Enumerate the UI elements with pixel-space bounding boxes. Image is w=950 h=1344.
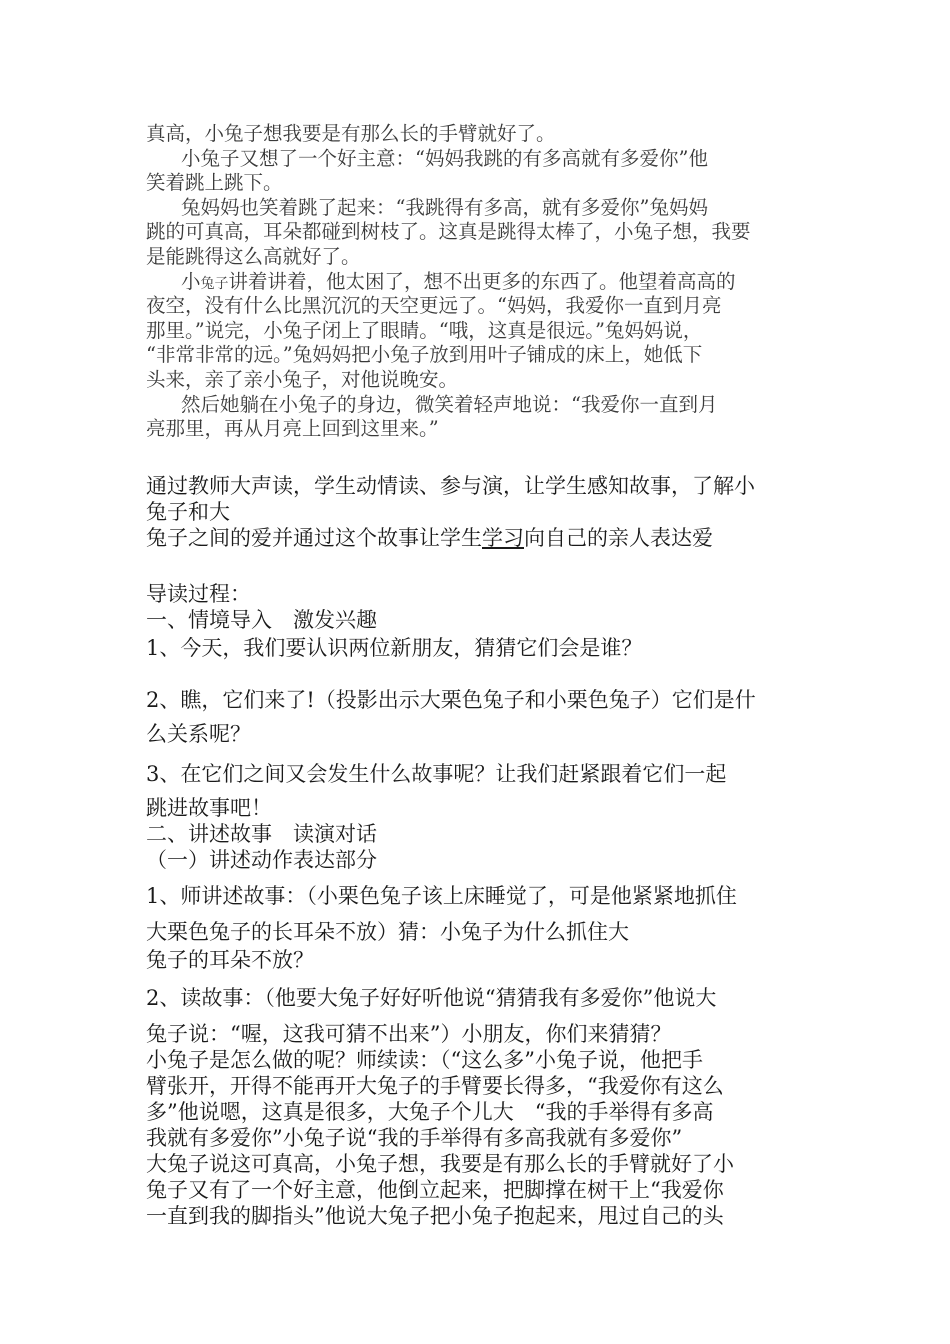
text-run: 通过教师大声读，学生动情读、参与演，让学生感知故事，了解小	[146, 474, 755, 498]
text-run: 兔子和大	[146, 500, 230, 524]
story-line	[146, 196, 708, 221]
lesson-line	[146, 580, 251, 608]
lesson-line	[146, 820, 377, 848]
text-run: 么关系呢？	[146, 722, 251, 746]
lesson-line	[146, 1124, 682, 1152]
lesson-line	[146, 1072, 724, 1100]
lesson-line	[146, 882, 737, 910]
story-line	[146, 417, 439, 442]
story-line	[146, 122, 556, 147]
text-run: “非常非常的远。”兔妈妈把小兔子放到用叶子铺成的床上，她低下	[146, 343, 703, 367]
text-run: 兔子说：“喔，这我可猜不出来”）小朋友，你们来猜猜？	[146, 1022, 672, 1046]
text-run: 是能跳得这么高就好了。	[146, 245, 361, 268]
text-run: 臂张开，开得不能再开大兔子的手臂要长得多，“我爱你有这么	[146, 1074, 724, 1098]
lesson-line	[146, 1176, 724, 1204]
text-run: 多”他说嗯，这真是很多，大兔子个儿大 “我的手举得有多高	[146, 1100, 714, 1124]
text-run: 讲着讲着，他太困了，想不出更多的东西了。他望着高高的	[228, 269, 736, 293]
text-run: 一、情境导入 激发兴趣	[146, 608, 377, 632]
text-run: 亮那里，再从月亮上回到这里来。”	[146, 417, 439, 441]
lesson-line	[146, 794, 272, 822]
lesson-line	[146, 846, 377, 874]
lesson-line	[146, 606, 377, 634]
lesson-line	[146, 634, 642, 662]
text-run: 头来，亲了亲小兔子，对他说晚安。	[146, 368, 459, 391]
lesson-line	[146, 1098, 713, 1126]
story-line	[146, 343, 702, 368]
text-run: 笑着跳上跳下。	[146, 171, 283, 195]
story-line	[146, 319, 702, 344]
text-run: 大栗色兔子的长耳朵不放）猜：小兔子为什么抓住大	[146, 920, 629, 944]
text-run: 3、在它们之间又会发生什么故事呢？让我们赶紧跟着它们一起	[146, 762, 727, 786]
text-run: 跳的可真高，耳朵都碰到树枝了。这真是跳得太棒了，小兔子想，我要	[146, 220, 751, 244]
story-line	[146, 294, 721, 319]
story-line	[146, 368, 458, 393]
lesson-line	[146, 524, 713, 552]
story-line	[146, 171, 283, 196]
text-run: 二、讲述故事 读演对话	[146, 822, 377, 846]
text-run: 夜空，没有什么比黑沉沉的天空更远了。“妈妈，我爱你一直到月亮	[146, 294, 722, 318]
story-line	[146, 270, 736, 295]
text-run: 小兔子是怎么做的呢？师续读：（“这么多”小兔子说，他把手	[146, 1048, 703, 1072]
small-text-run: 兔子	[200, 275, 229, 292]
lesson-line	[146, 686, 756, 714]
text-run: 我就有多爱你”小兔子说“我的手举得有多高我就有多爱你”	[146, 1126, 683, 1150]
text-run: 兔子又有了一个好主意，他倒立起来，把脚撑在树干上“我爱你	[146, 1178, 724, 1202]
lesson-line	[146, 720, 251, 748]
lesson-line	[146, 1020, 671, 1048]
story-line	[146, 147, 708, 172]
lesson-line	[146, 498, 230, 526]
lesson-line	[146, 946, 314, 974]
text-run: （一）讲述动作表达部分	[146, 848, 377, 872]
text-run: 兔子的耳朵不放？	[146, 948, 314, 972]
text-run: 小	[181, 269, 201, 293]
text-run: 跳进故事吧！	[146, 796, 272, 820]
text-run: 导读过程：	[146, 582, 251, 606]
text-run: 兔妈妈也笑着跳了起来：“我跳得有多高，就有多爱你”兔妈妈	[181, 195, 708, 219]
story-line	[146, 393, 717, 418]
text-run: 兔子之间的爱并通过这个故事让学生	[146, 526, 482, 550]
text-run: 然后她躺在小兔子的身边，微笑着轻声地说：“我爱你一直到月	[181, 392, 718, 416]
lesson-line	[146, 760, 726, 788]
text-run: 大兔子说这可真高，小兔子想，我要是有那么长的手臂就好了小	[146, 1152, 734, 1176]
text-run: 那里。”说完，小兔子闭上了眼睛。“哦，这真是很远。”兔妈妈说，	[146, 318, 703, 342]
text-run: 1、师讲述故事：（小栗色兔子该上床睡觉了，可是他紧紧地抓住	[146, 884, 737, 908]
story-line	[146, 245, 361, 270]
lesson-line	[146, 918, 629, 946]
story-line	[146, 220, 751, 245]
lesson-line	[146, 472, 755, 500]
underlined-link-text: 学习	[482, 526, 524, 550]
lesson-line	[146, 1202, 724, 1230]
lesson-line	[146, 1150, 734, 1178]
text-run: 1、今天，我们要认识两位新朋友，猜猜它们会是谁？	[146, 636, 643, 660]
text-run: 小兔子又想了一个好主意：“妈妈我跳的有多高就有多爱你”他	[181, 146, 708, 170]
text-run: 一直到我的脚指头”他说大兔子把小兔子抱起来，甩过自己的头	[146, 1204, 724, 1228]
lesson-line	[146, 1046, 703, 1074]
text-run: 真高，小兔子想我要是有那么长的手臂就好了。	[146, 122, 556, 145]
text-run: 向自己的亲人表达爱	[524, 526, 713, 550]
lesson-line	[146, 984, 716, 1012]
text-run: 2、读故事：（他要大兔子好好听他说“猜猜我有多爱你”他说大	[146, 986, 717, 1010]
text-run: 2、瞧，它们来了!（投影出示大栗色兔子和小栗色兔子）它们是什	[146, 688, 756, 712]
